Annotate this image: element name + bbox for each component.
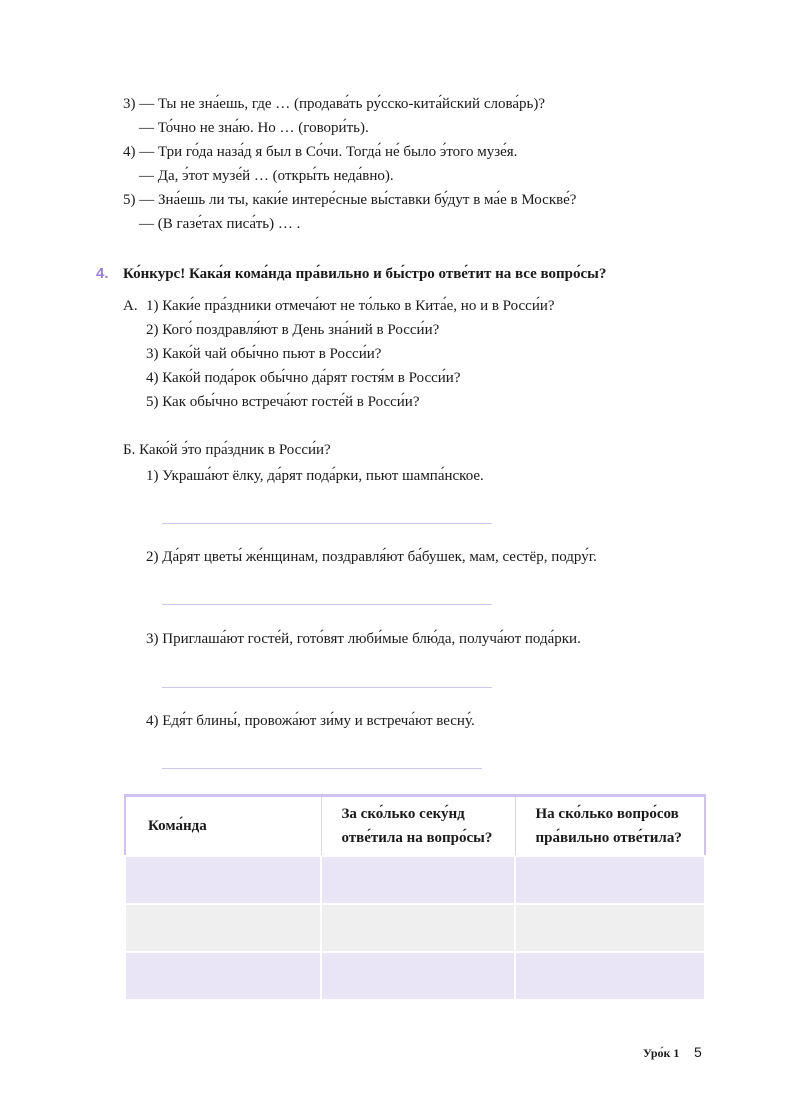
question-item: 2) Кого́ поздравля́ют в День зна́ний в Росси́и? [146,322,440,338]
answer-line[interactable] [162,604,492,605]
dialogue-line: 4) — Три го́да наза́д я был в Со́чи. Тогда́ не́ было э́того музе́я. [123,144,518,160]
exercise-number: 4. [96,265,109,282]
answer-line[interactable] [162,523,492,524]
holiday-clue: 4) Едя́т блины́, провожа́ют зи́му и встреча́ют весну́. [146,713,475,729]
table-cell-team[interactable] [125,904,321,952]
part-b-title: Б. Како́й э́то пра́здник в Росси́и? [123,442,331,458]
dialogue-line: — Да, э́тот музе́й … (откры́ть неда́вно). [139,168,394,184]
table-cell-seconds[interactable] [321,904,515,952]
part-a-label: А. [123,298,138,314]
header-correct-line1: На ско́лько вопро́сов [535,806,679,822]
exercise-title: Ко́нкурс! Кака́я кома́нда пра́вильно и бы́стро отве́тит на все вопро́сы? [123,266,607,282]
table-row [125,952,705,1000]
team-results-table [124,794,706,1001]
header-team-label: Кома́нда [148,818,207,834]
table-cell-correct[interactable] [515,952,705,1000]
header-correct-line2: пра́вильно отве́тила? [535,830,682,846]
header-seconds-line1: За ско́лько секу́нд [341,806,465,822]
holiday-clue: 2) Да́рят цветы́ же́нщинам, поздравля́ют ба́бушек, мам, сестёр, подру́г. [146,549,597,565]
question-item: 5) Как обы́чно встреча́ют госте́й в Росси́и? [146,394,420,410]
holiday-clue: 3) Приглаша́ют госте́й, гото́вят люби́мые блю́да, получа́ют пода́рки. [146,631,581,647]
question-item: 1) Каки́е пра́здники отмеча́ют не то́лько в Кита́е, но и в Росси́и? [146,298,555,314]
question-item: 3) Како́й чай обы́чно пьют в Росси́и? [146,346,382,362]
header-team [125,796,321,857]
dialogue-line: 5) — Зна́ешь ли ты, каки́е интере́сные вы́ставки бу́дут в ма́е в Москве́? [123,192,577,208]
table-cell-team[interactable] [125,856,321,904]
table-row [125,904,705,952]
answer-line[interactable] [162,768,482,769]
answer-line[interactable] [162,687,492,688]
table-cell-correct[interactable] [515,904,705,952]
table-row [125,856,705,904]
header-correct [515,796,705,857]
table-cell-seconds[interactable] [321,952,515,1000]
lesson-label: Уро́к 1 [643,1046,680,1060]
table-header-row [125,796,705,857]
header-seconds-line2: отве́тила на вопро́сы? [341,830,493,846]
dialogue-line: — (В газе́тах писа́ть) … . [139,216,301,232]
dialogue-line: 3) — Ты не зна́ешь, где … (продава́ть ру́сско-кита́йский слова́рь)? [123,96,546,112]
dialogue-line: — То́чно не зна́ю. Но … (говори́ть). [139,120,369,136]
page-number: 5 [694,1044,702,1060]
table-cell-team[interactable] [125,952,321,1000]
table-cell-correct[interactable] [515,856,705,904]
header-seconds [321,796,515,857]
holiday-clue: 1) Украша́ют ёлку, да́рят пода́рки, пьют шампа́нское. [146,468,484,484]
question-item: 4) Како́й пода́рок обы́чно да́рят гостя́м в Росси́и? [146,370,461,386]
table-cell-seconds[interactable] [321,856,515,904]
